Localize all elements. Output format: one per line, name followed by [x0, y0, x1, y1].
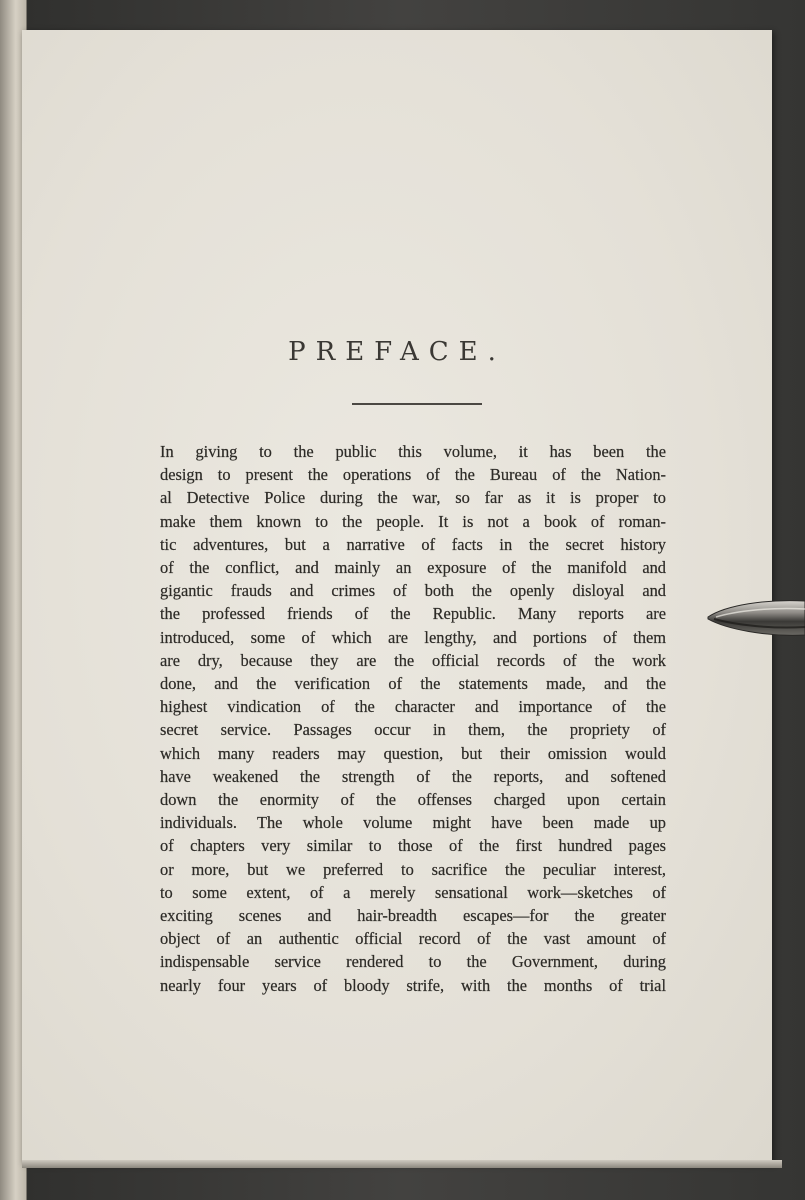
page-title: PREFACE.: [288, 337, 506, 367]
text-line: highest vindication of the character and importance of the: [160, 697, 666, 717]
preface-body: [160, 440, 666, 997]
text-line: done, and the verification of the statements made, and the: [160, 674, 666, 694]
text-line: exciting scenes and hair-breadth escapes—for the greater: [160, 906, 666, 926]
text-line: indispensable service rendered to the Government, during: [160, 952, 666, 972]
text-line: object of an authentic official record of the vast amount of: [160, 929, 666, 949]
text-line: secret service. Passages occur in them, the propriety of: [160, 720, 666, 740]
text-line: which many readers may question, but their omission would: [160, 743, 666, 763]
text-line: of the conflict, and mainly an exposure of the manifold and: [160, 558, 666, 578]
text-line: design to present the operations of the Bureau of the Nation-: [160, 465, 666, 485]
text-line: or more, but we preferred to sacrifice the peculiar interest,: [160, 859, 666, 879]
text-line: the professed friends of the Republic. Many reports are: [160, 604, 666, 624]
text-line: al Detective Police during the war, so far as it is proper to: [160, 488, 666, 508]
text-line: tic adventures, but a narrative of facts in the secret history: [160, 534, 666, 554]
text-line: of chapters very similar to those of the first hundred pages: [160, 836, 666, 856]
text-line: are dry, because they are the official records of the work: [160, 650, 666, 670]
text-line: to some extent, of a merely sensational work—sketches of: [160, 882, 666, 902]
text-line: individuals. The whole volume might have been made up: [160, 813, 666, 833]
text-line: In giving to the public this volume, it has been the: [160, 442, 666, 461]
text-line: gigantic frauds and crimes of both the openly disloyal and: [160, 581, 666, 601]
title-divider: [352, 403, 482, 405]
text-line: nearly four years of bloody strife, with the months of trial: [160, 975, 666, 995]
bookmark-icon: [706, 597, 805, 639]
text-line: have weakened the strength of the reports, and softened: [160, 766, 666, 786]
text-line: down the enormity of the offenses charged upon certain: [160, 790, 666, 810]
text-line: make them known to the people. It is not a book of roman-: [160, 511, 666, 531]
text-line: introduced, some of which are lengthy, and portions of them: [160, 627, 666, 647]
page-stack-edge: [22, 1160, 782, 1168]
